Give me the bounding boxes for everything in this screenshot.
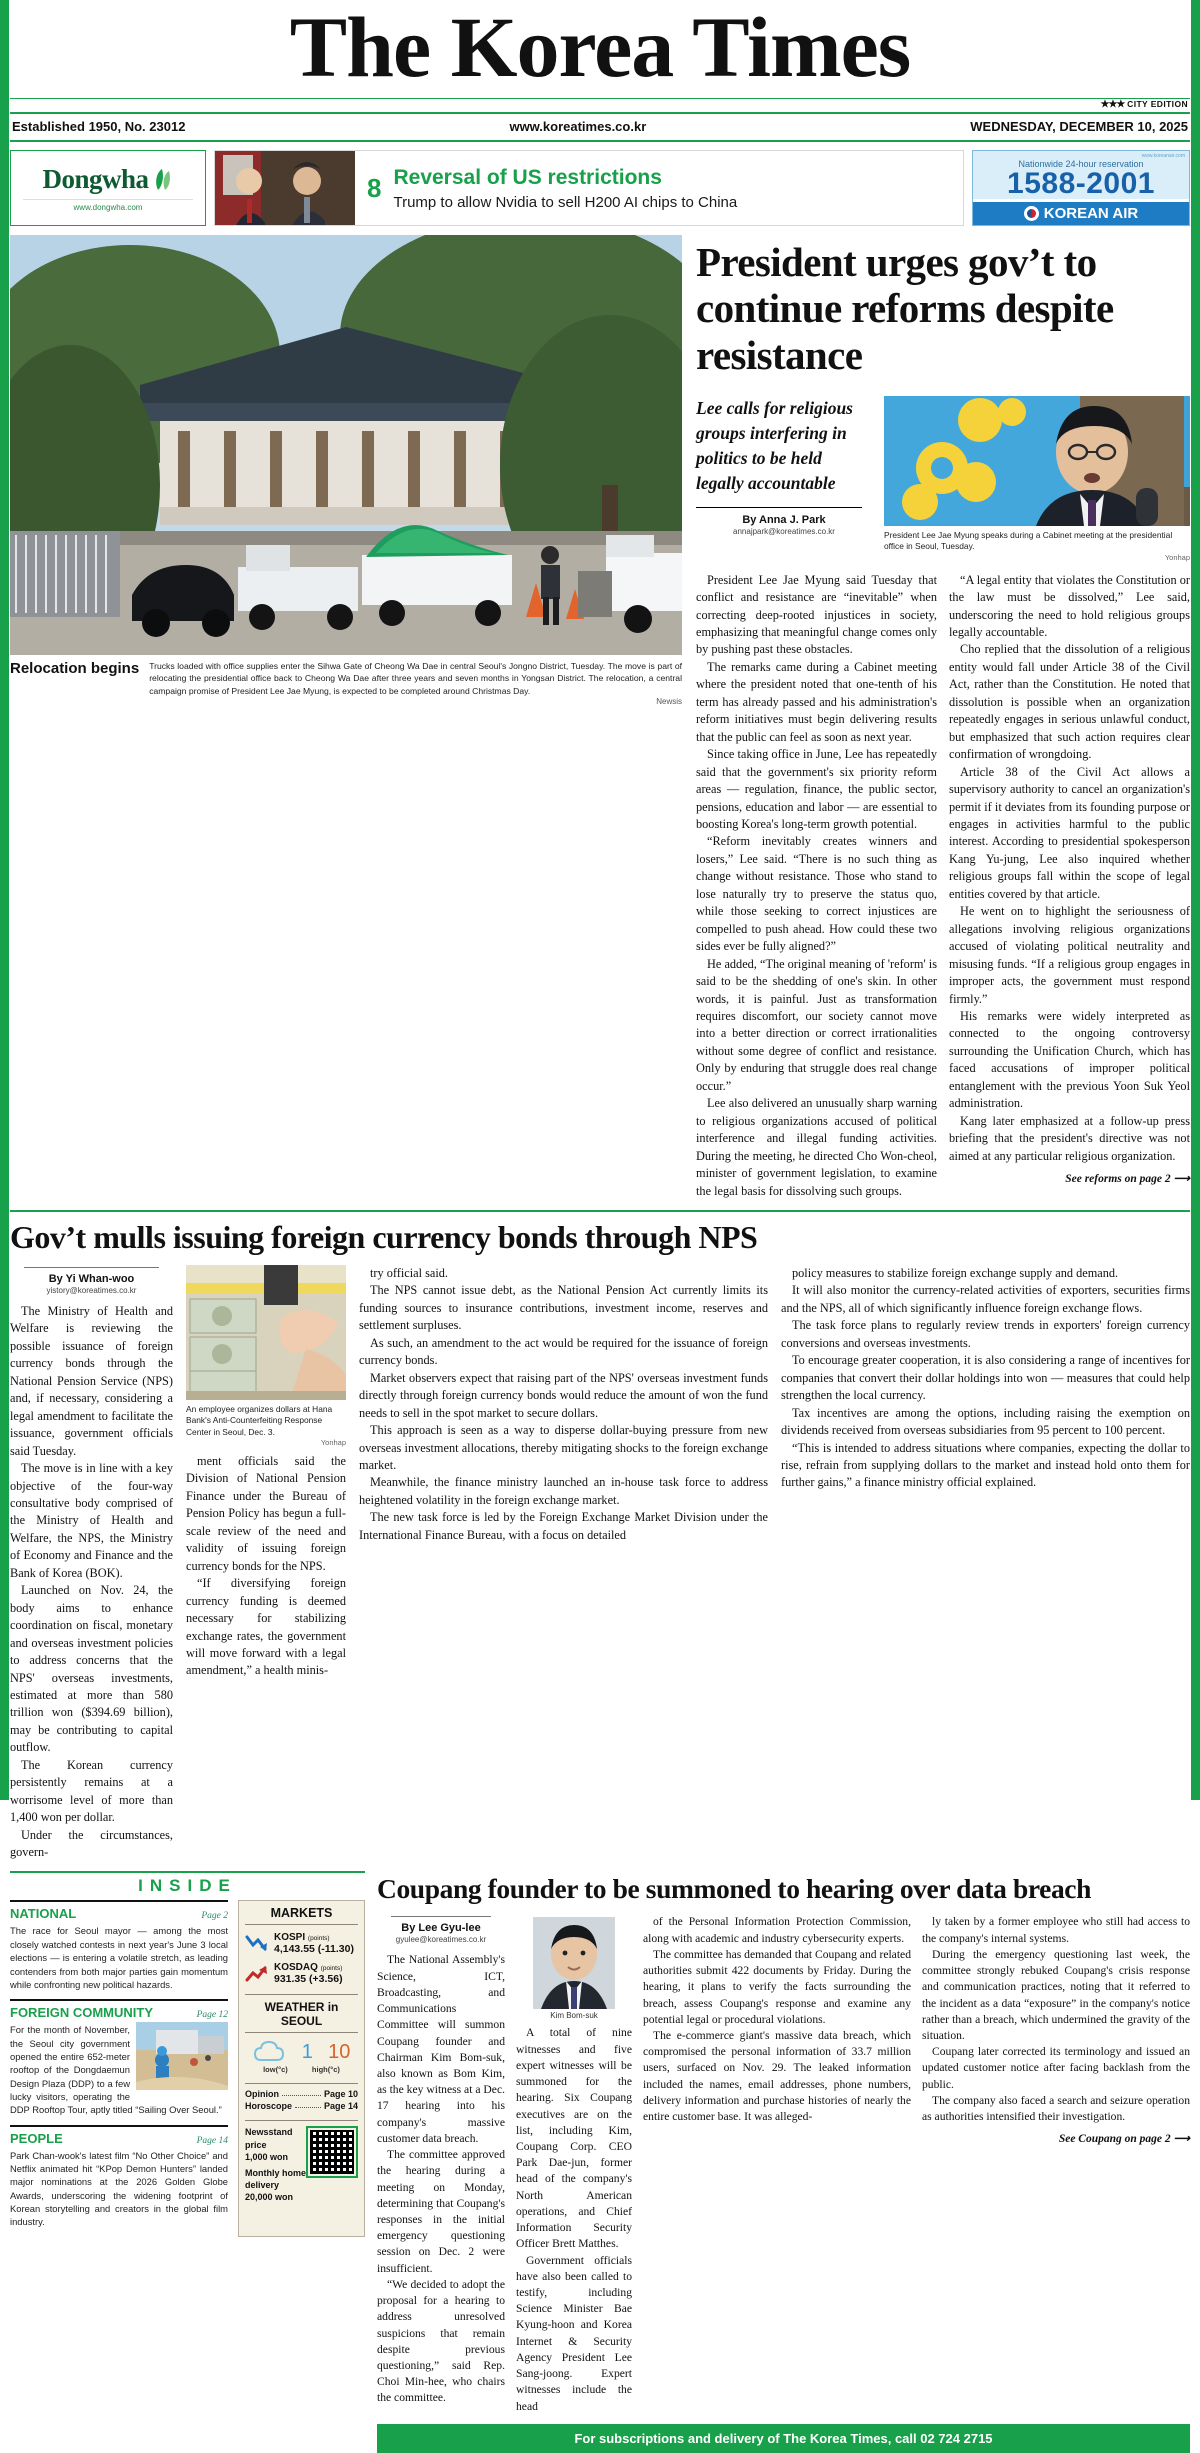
markets-box [238,1900,365,2236]
teaser-ad[interactable] [214,150,964,226]
newsstand-label: Newsstand price [245,2127,293,2150]
paragraph: Meanwhile, the finance ministry launched an in-house task force to address heightened volatility in the foreign exchange market. [359,1475,768,1507]
page-edge-left [0,0,9,1800]
korean-air-top [973,151,1189,199]
paragraph: Under the circumstances, govern- [10,1827,173,1860]
top-main-area [10,235,1190,1200]
lead-photo-caption-body: Trucks loaded with office supplies enter the Sihwa Gate of Cheong Wa Dae in central Seoul's Jongno District, Tuesday. The move is part of relocating the presidential office back to Cheong Wa Dae after three years and seven months in Yongsan District. The relocation, a central campaign promise of President Lee Jae Myung, is expected to be completed around Christmas Day. [149,661,682,696]
lead-story-column [696,235,1190,1200]
inside-body: For the month of November, the Seoul city government opened the entire 652-meter rooftop of the Dongdaemun Design Plaza (DDP) to a few lucky visitors, operating the DDP Rooftop Tour, aptly titled “Sailing Over Seoul.” [10,2024,222,2116]
nps-photo-caption: An employee organizes dollars at Hana Bank's Anti-Counterfeiting Response Center in Seoul, Dec. 3. [186,1403,333,1437]
paragraph: of the Personal Information Protection Commission, along with academic and industry cybersecurity experts. [643,1915,911,1945]
weather-high: 10 [328,2040,351,2063]
coupang-col-2 [516,1914,632,2414]
index-label: Opinion [245,2089,279,2100]
dongwha-logo [42,164,173,195]
kim-bom-suk-photo [533,1917,615,2009]
monthly-label: Monthly home delivery [245,2167,306,2191]
inside-grid [10,1900,365,2236]
lee-photo-column [884,396,1190,562]
pricing-block [245,2126,358,2203]
nps-photo-column [186,1265,346,1862]
market-info [274,1962,343,1985]
weather-title: WEATHER in SEOUL [245,2000,358,2033]
teaser-text [393,166,737,211]
lead-body-columns [696,572,1190,1200]
inside-page: Page 2 [201,1911,228,1922]
inside-item-header [10,2131,228,2146]
paragraph: Tax incentives are among the options, including raising the exemption on dividends received from overseas subsidiaries from 95 percent to 100 percent. [781,1405,1190,1438]
dongwha-name: Dongwha [42,164,149,194]
paragraph: “A legal entity that violates the Constitution or the law must be dissolved,” Lee said, underscoring the need to hold religious groups legally accountable. [949,572,1190,640]
market-value: 931.35 (+3.56) [274,1973,343,1986]
dongwha-url[interactable]: www.dongwha.com [23,199,194,212]
masthead-infobar [10,114,1190,142]
coupang-text-col-1 [377,1952,505,2406]
paragraph: policy measures to stabilize foreign exchange supply and demand. [792,1265,1119,1280]
paragraph: Cho replied that the dissolution of a religious entity would fall under Article 38 of the Civil Act, rather than the Constitution. He noted that dissolution is possible when an organization repeatedly engages in serious unlawful conduct, but emphasized that such action requires clear confirmation of wrongdoing. [949,642,1190,762]
page-edge-right [1191,0,1200,1800]
paragraph: The new task force is led by the Foreign Exchange Market Division under the International Finance Bureau, with a focus on detailed [359,1510,768,1542]
weather-low: 1 [301,2040,313,2063]
market-name [274,1932,354,1943]
index-row-horoscope[interactable] [245,2101,358,2111]
teaser-photo [215,151,355,225]
lee-photo-caption: President Lee Jae Myung speaks during a Cabinet meeting at the presidential office in Seoul, Tuesday. [884,529,1173,552]
inside-item-foreign-community[interactable] [10,1999,228,2116]
paragraph: Since taking office in June, Lee has repeatedly said that the government's six priority reform areas — regulation, finance, the public sector, pensions, education and labor — are essential to boosting Korea's long-term growth potential. [696,747,937,832]
market-info [274,1932,354,1955]
nps-section-rule [10,1210,1190,1212]
pricing-divider [245,2120,358,2121]
inside-column [10,1871,365,2452]
paragraph: As such, an amendment to the act would be required for the issuance of foreign currency bonds. [359,1335,768,1368]
lead-jump-line[interactable]: See reforms on page 2 ⟶ [1065,1173,1190,1186]
index-divider [245,2083,358,2084]
markets-title: MARKETS [245,1906,358,1925]
lead-photo [10,235,682,655]
city-edition-label [10,99,1190,112]
paragraph: “We decided to adopt the proposal for a hearing to address unresolved suspicions that remain despite previous questioning,” said Rep. Choi Min-hee, who chairs the committee. [377,2277,505,2405]
coupang-text-col-3 [643,1914,911,2414]
paragraph: try official said. [370,1265,448,1280]
paragraph: The National Assembly's Science, ICT, Broadcasting, and Communications Committee will summon Coupang founder and Chairman Kim Bom-suk, also known as Bom Kim, as the key witness at a Dec. 17 hearing into his company's massive customer data breach. [377,1953,505,2145]
inside-item-header [10,1906,228,1921]
nps-body-col-2 [186,1453,346,1680]
paragraph: During the emergency questioning last week, the committee strongly rebuked Coupang's crisis response and communication practices, noting that it referred to the incident as a data “exposure” in the company's notice rather than a breach, which undermined the gravity of the situation. [922,1947,1190,2043]
coupang-column [377,1871,1190,2452]
edition-stars-icon: ★★★ [1100,99,1125,110]
index-dots [282,2089,321,2096]
paragraph: He added, “The original meaning of 'reform' is said to be the shedding of one's skin. In other words, it is painful. Just as transformation requires discomfort, our society cannot move into a better direction or correct irrationalities without some degree of conflict and resistance. Only by enduring that struggle does real change occur.” [696,956,937,1093]
lead-body-col-2 [949,572,1190,1200]
issue-date: WEDNESDAY, DECEMBER 10, 2025 [970,119,1188,134]
nps-story [10,1265,1190,1862]
paragraph: It will also monitor the currency-related activities of exporters, securities firms and the NPS, all of which significantly influence foreign exchange flows. [781,1283,1190,1315]
coupang-jump-line[interactable]: See Coupang on page 2 ⟶ [1058,2133,1190,2146]
paragraph: Coupang later corrected its terminology and issued an updated customer notice after facing backlash from the public. [922,2045,1190,2091]
paragraph: His remarks were widely interpreted as connected to the ongoing controversy surrounding the Unification Church, which has faced accusations of improper political entanglement with the previous Yoon Suk Yeol administration. [949,1009,1190,1111]
paragraph: Government officials have also been called to testify, including Science Minister Bae Kyung-hoon and Korea Internet & Security Agency President Lee Sang-joong. Expert witnesses include the head [516,2253,632,2413]
paragraph: Lee also delivered an unusually sharp warning to religious organizations accused of political interference and illegal funding activities. During the meeting, he directed Cho Won-cheol, minister of government legislation, to examine the legal basis for dissolving such groups. [696,1096,937,1198]
lead-byline-email[interactable]: annajpark@koreatimes.co.kr [733,527,835,537]
masthead-title: The Korea Times [289,0,911,95]
inside-item-national[interactable] [10,1900,228,1991]
paragraph: Article 38 of the Civil Act allows a supervisory authority to cancel an organization's permit if it deviates from its founding purpose or engages in activities harmful to the public interest. According to presidential spokesperson Kang Yu-jung, Lee also inquired whether religious groups fall within the scope of legal entities covered by that article. [949,764,1190,901]
ad-dongwha[interactable] [10,150,206,226]
arrow-down-icon [245,1934,269,1954]
weather-labels [245,2065,358,2074]
inside-page: Page 12 [196,2010,228,2021]
teaser-headline[interactable]: Reversal of US restrictions [393,165,662,189]
qr-code-icon[interactable] [306,2126,358,2178]
coupang-headline[interactable]: Coupang founder to be summoned to hearing over data breach [377,1873,1092,1905]
paragraph: He went on to highlight the seriousness of allegations involving religious organizations accused of violating political neutrality and misusing funds. “If a religious group engages in improper acts, the government must respond firmly.” [949,904,1190,1006]
inside-body: Park Chan-wook's latest film “No Other Choice” and Netflix animated hit “KPop Demon Hunters” landed major nominations at the 2026 Golden Globe Awards, underscoring the widening footprint of Korean storytelling and creators in the global film industry. [10,2149,228,2228]
coupang-byline-divider [391,1916,491,1917]
dollars-photo [186,1265,346,1400]
index-label: Horoscope [245,2101,293,2112]
inside-category: NATIONAL [10,1906,77,1922]
coupang-text-col-4 [922,1914,1190,2414]
inside-item-header [10,2005,228,2020]
paragraph: Launched on Nov. 24, the body aims to enhance coordination on fiscal, monetary and overseas investment policies to address concerns that the NPS' overseas investments, estimated at more than 580 trillion won ($394.69 billion), may be contributing to capital outflow. [10,1583,173,1755]
coupang-byline-email[interactable]: gyulee@koreatimes.co.kr [395,1935,487,1945]
paragraph: The remarks came during a Cabinet meeting where the president noted that one-tenth of his term has already passed and his administration's reform initiatives must begin delivering results that the public can feel as soon as next year. [696,659,937,744]
market-row-kosdaq[interactable] [245,1962,358,1985]
paragraph: To encourage greater cooperation, it is also considering a range of incentives for companies that convert their dollar holdings into won — measures that could help strengthen the local currency. [781,1353,1190,1403]
paragraph: “If diversifying foreign currency funding is deemed necessary for stabilizing exchange rates, the government will move forward with a legal amendment,” a health minis- [186,1576,346,1678]
lead-photo-column [10,235,682,1200]
lead-photo-caption-title: Relocation begins [10,660,140,677]
paragraph: ly taken by a former employee who still had access to the company's internal systems. [922,1915,1190,1945]
paragraph: The committee has demanded that Coupang and related authorities submit 422 documents by Friday. During the hearing, it plans to verify the facts surrounding the breach, assess Coupang's response and examine any potential legal or procedural violations. [643,1947,911,2026]
lead-photo-caption-row [10,660,682,697]
korean-air-logo-icon [1024,206,1039,221]
paragraph: The committee approved the hearing during a meeting on Monday, determining that Coupang's responses in the initial emergency questioning session on Dec. 2 were insufficient. [377,2148,505,2275]
market-label: KOSDAQ [274,1962,318,1974]
leaf-icon [152,168,174,192]
korean-air-tagline: Nationwide 24-hour reservation [1018,159,1144,169]
lead-photo-credit: Newsis [656,697,682,707]
lead-byline: By Anna J. Park [742,514,826,527]
nps-byline-divider [24,1267,159,1268]
nps-photo-credit: Yonhap [320,1438,346,1448]
nps-body-col-3 [359,1265,768,1862]
inside-items [10,1900,228,2236]
established-label: Established 1950, No. 23012 [12,119,186,134]
teaser-number: 8 [367,172,382,203]
website-link[interactable]: www.koreatimes.co.kr [509,119,647,134]
market-row-kospi[interactable] [245,1932,358,1955]
market-unit: (points) [320,1965,343,1973]
markets-divider [245,1994,358,1995]
weather-high-label: high(°c) [311,2065,340,2075]
weather-row [245,2039,358,2065]
ddp-rooftop-photo [136,2022,228,2090]
paragraph: The company also faced a search and seizure operation as authorities intensified their investigation. [922,2093,1190,2124]
paragraph: President Lee Jae Myung said Tuesday that conflict and resistance are “inevitable” when correcting deep-rooted injustices in society, emphasizing that meaningful change comes only by pushing past these obstacles. [696,572,937,657]
top-ad-strip [10,150,1190,226]
coupang-byline: By Lee Gyu-lee [401,1922,481,1935]
subscriptions-banner[interactable]: For subscriptions and delivery of The Korea Times, call 02 724 2715 [377,2424,1190,2453]
nps-body-col-4 [781,1265,1190,1862]
paragraph: This approach is seen as a way to disperse dollar-buying pressure from new overseas investment allocations, thereby mitigating shocks to the foreign exchange market. [359,1423,768,1472]
market-unit: (points) [307,1935,330,1943]
nps-byline: By Yi Whan-woo [48,1272,135,1285]
paragraph: “This is intended to address situations where companies, expecting the dollar to rise, refrain from supplying dollars to the market and instead hold onto them for further gains,” a finance ministry official explained. [781,1440,1190,1490]
paragraph: “Reform inevitably creates winners and losers,” Lee said. “There is no such thing as change without resistance. Those who stand to lose naturally try to preserve the status quo, while those seeking to correct injustices are compelled to push ahead. How could these two sides ever be fully aligned?” [696,834,937,954]
nps-headline[interactable]: Gov’t mulls issuing foreign currency bonds through NPS [10,1218,758,1255]
lee-photo-credit: Yonhap [1164,552,1190,562]
coupang-text-col-2 [516,2025,632,2414]
inside-title: INSIDE [138,1876,237,1896]
byline-divider [696,507,862,508]
ad-korean-air[interactable] [972,150,1190,226]
inside-category: PEOPLE [10,2130,63,2146]
korean-air-url: www.koreanair.com [1141,153,1185,159]
korean-air-brand-text: KOREAN AIR [1043,205,1139,222]
inside-category: FOREIGN COMMUNITY [10,2005,153,2021]
monthly-value: 20,000 won [245,2192,294,2203]
coupang-body [377,1914,1190,2414]
paragraph: The Ministry of Health and Welfare is reviewing the possible issuance of foreign currency bonds through the National Pension Service (NPS) and, if necessary, considering a legal amendment to facilitate the issuance, government officials said Tuesday. [10,1303,173,1458]
korean-air-phone: 1588-2001 [1007,167,1155,200]
lead-deck: Lee calls for religious groups interfering in politics to be held legally accountable [696,397,853,493]
paragraph: Kang later emphasized at a follow-up press briefing that the president's directive was not aimed at any particular religious organization. [949,1113,1190,1163]
nps-byline-email[interactable]: yistory@koreatimes.co.kr [46,1285,137,1295]
korean-air-brand [973,202,1189,225]
index-page: Page 10 [323,2089,358,2100]
paragraph: The move is in line with a key objective of the four-way consultative body comprised of the Ministry of Health and Welfare, the NPS, the Ministry of Economy and Finance and the Bank of Korea (BOK). [10,1461,173,1580]
paragraph: Market observers expect that raising part of the NPS' overseas investment funds directly through foreign currency bonds would reduce the amount of won the fund needs to sell in the spot market to secure dollars. [359,1370,768,1420]
index-page: Page 14 [323,2101,358,2112]
inside-page: Page 14 [196,2135,228,2146]
coupang-col-1 [377,1914,505,2414]
bottom-area [10,1871,1190,2452]
lee-jae-myung-photo [884,396,1190,526]
paragraph: The e-commerce giant's massive data breach, which compromised the personal information of 33.7 million users, surfaced on Nov. 29. The leaked information included the names, email addresses, phone numbers, delivery information and purchase histories of nearly the entire customer base. It was alleged- [643,2029,911,2124]
arrow-up-icon [245,1964,269,1984]
index-row-opinion[interactable] [245,2089,358,2099]
kim-photo-caption: Kim Bom-suk [550,2011,598,2021]
market-label: KOSPI [274,1932,306,1944]
lead-deck-row [696,396,1190,562]
teaser-subhead: Trump to allow Nvidia to sell H200 AI chips to China [393,193,738,211]
paragraph: The NPS cannot issue debt, as the National Pension Act currently limits its funding sources to insurance contributions, investment income, reserves and settlement surpluses. [359,1283,768,1333]
lead-headline[interactable]: President urges gov’t to continue reforms despite resistance [696,239,1114,378]
nps-body-col-1 [10,1303,173,1862]
inside-body: The race for Seoul mayor — among the most closely watched contests in next year's June 3 local elections — is entering a volatile stretch, as leading contenders from both major parties gain momentum while confronting new political hazards. [10,1925,228,1990]
newsstand-value: 1,000 won [245,2151,289,2162]
market-name [274,1962,343,1973]
cloud-icon [253,2039,287,2065]
paragraph: The task force plans to regularly review trends in exporters' foreign currency conversions and overseas investments. [781,1318,1190,1350]
market-value: 4,143.55 (-11.30) [274,1943,354,1956]
paragraph: ment officials said the Division of National Pension Finance under the Bureau of Pension Policy has begun a full-scale review of the need and validity of issuing foreign currency bonds for the NPS. [186,1454,346,1573]
inside-item-people[interactable] [10,2125,228,2229]
lead-body-col-1 [696,572,937,1200]
nps-col-1 [10,1265,173,1862]
weather-low-label: low(°c) [263,2065,288,2075]
paragraph: A total of nine witnesses and five expert witnesses will be summoned for the hearing. Six Coupang executives are on the list, including Kim, Coupang Corp. CEO Park Dae-jun, former head of the company's North American operations, and Chief Information Security Officer Brett Matthes. [516,2026,632,2251]
lead-deck-column [696,396,872,562]
paragraph: The Korean currency persistently remains at a worrisome level of more than 1,400 won per dollar. [10,1757,173,1825]
edition-text: CITY EDITION [1127,99,1188,109]
index-dots [295,2101,321,2108]
